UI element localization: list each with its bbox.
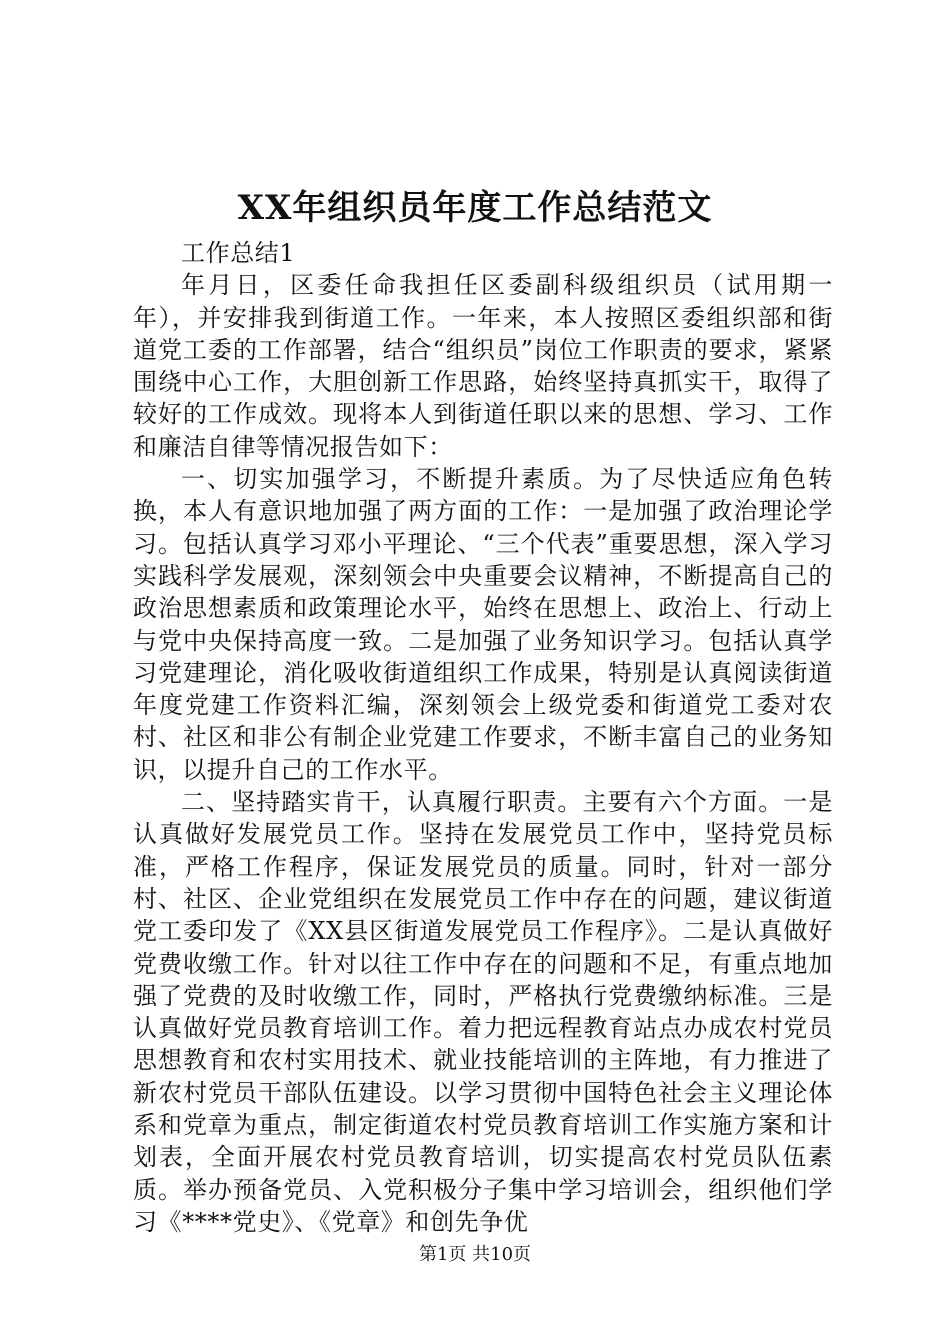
paragraph-study: 一、切实加强学习，不断提升素质。为了尽快适应角色转换，本人有意识地加强了两方面的工作：一是加强了政治理论学习。包括认真学习邓小平理论、“三个代表”重要思想，深入学习实践科学发展观，深刻领会中央重要会议精神，不断提高自己的政治思想素质和政策理论水平，始终在思想上、政治上、行动上与党中央保持高度一致。二是加强了业务知识学习。包括认真学习党建理论，消化吸收街道组织工作成果，特别是认真阅读街道年度党建工作资料汇编，深刻领会上级党委和街道党工委对农村、社区和非公有制企业党建工作要求，不断丰富自己的业务知识，以提升自己的工作水平。 <box>133 465 833 784</box>
document-title: XX年组织员年度工作总结范文 <box>237 188 713 228</box>
page-number-footer: 第1页 共10页 <box>418 1244 532 1265</box>
document-body <box>133 237 833 1238</box>
paragraph-intro: 年月日，区委任命我担任区委副科级组织员（试用期一年），并安排我到街道工作。一年来，本人按照区委组织部和街道党工委的工作部署，结合“组织员”岗位工作职责的要求，紧紧围绕中心工作，大胆创新工作思路，始终坚持真抓实干，取得了较好的工作成效。现将本人到街道任职以来的思想、学习、工作和廉洁自律等情况报告如下： <box>133 271 833 461</box>
section-label: 工作总结1 <box>181 239 296 267</box>
paragraph-duties: 二、坚持踏实肯干，认真履行职责。主要有六个方面。一是认真做好发展党员工作。坚持在发展党员工作中，坚持党员标准，严格工作程序，保证发展党员的质量。同时，针对一部分村、社区、企业党组织在发展党员工作中存在的问题，建议街道党工委印发了《XX县区街道发展党员工作程序》。二是认真做好党费收缴工作。针对以往工作中存在的问题和不足，有重点地加强了党费的及时收缴工作，同时，严格执行党费缴纳标准。三是认真做好党员教育培训工作。着力把远程教育站点办成农村党员思想教育和农村实用技术、就业技能培训的主阵地，有力推进了新农村党员干部队伍建设。以学习贯彻中国特色社会主义理论体系和党章为重点，制定街道农村党员教育培训工作实施方案和计划表，全面开展农村党员教育培训，切实提高农村党员队伍素质。举办预备党员、入党积极分子集中学习培训会，组织他们学习《****党史》、《党章》和创先争优 <box>133 788 833 1236</box>
